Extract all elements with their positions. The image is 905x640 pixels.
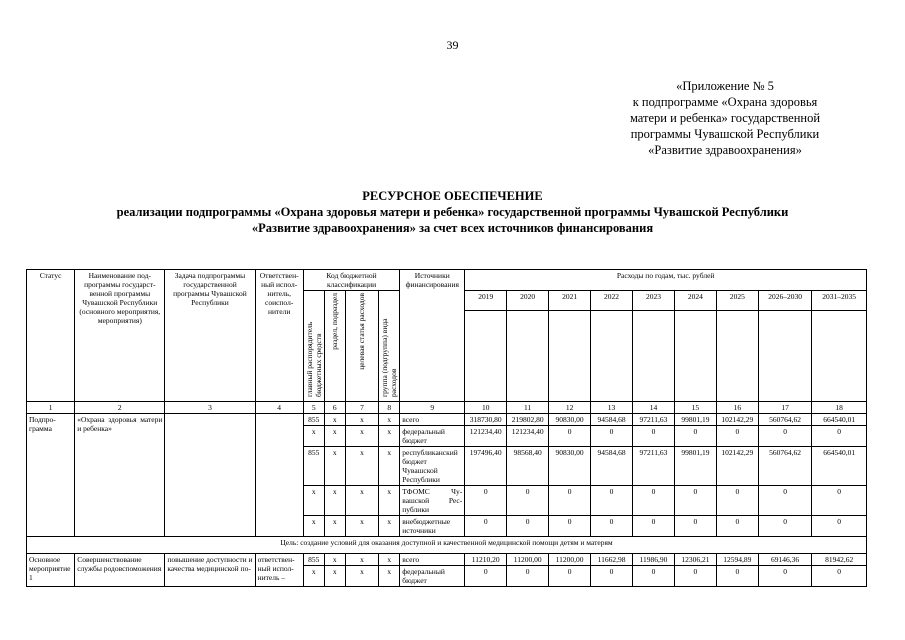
subprogram-task [165,414,255,537]
header-sources: Источники финансирования [400,270,465,402]
title-line: «Развитие здравоохранения» за счет всех источников финансирования [251,221,654,235]
code-cell: x [324,447,345,486]
code-cell: 855 [303,447,324,486]
value-cell: 0 [507,486,549,516]
column-number: 1 [27,402,75,414]
value-cell: 0 [758,516,811,537]
value-cell: 0 [549,566,591,587]
code-cell: x [379,554,400,566]
value-cell: 0 [549,426,591,447]
value-cell: 0 [633,516,675,537]
code-cell: 855 [303,414,324,426]
column-number: 15 [674,402,716,414]
code-cell: x [379,566,400,587]
subprogram-responsible [255,414,303,537]
header-name: Наименование подпрограммы государственной программы Чувашской Республики (основного мероприятия, мероприятия) [75,270,165,402]
header-budget-sub: раздел, подраздел [324,291,345,402]
header-year: 2025 [716,291,758,311]
value-cell: 0 [549,516,591,537]
code-cell: x [345,426,379,447]
header-year-space [758,311,811,402]
value-cell: 0 [716,566,758,587]
header-year: 2031–2035 [812,291,867,311]
value-cell: 0 [812,566,867,587]
value-cell: 0 [674,486,716,516]
value-cell: 90830,00 [549,447,591,486]
value-cell: 560764,62 [758,447,811,486]
column-number: 16 [716,402,758,414]
header-budget-sub: группа (подгруппа) вида расходов [379,291,400,402]
column-number: 13 [591,402,633,414]
value-cell: 97211,63 [633,447,675,486]
value-cell: 102142,29 [716,414,758,426]
value-cell: 0 [716,426,758,447]
value-cell: 197496,40 [465,447,507,486]
value-cell: 560764,62 [758,414,811,426]
column-number: 7 [345,402,379,414]
column-number: 17 [758,402,811,414]
value-cell: 0 [507,516,549,537]
header-year-space [591,311,633,402]
header-year-space [674,311,716,402]
code-cell: x [324,516,345,537]
appendix-line: матери и ребенка» государственной [629,111,821,125]
header-year-space [812,311,867,402]
measure-status: Основное мероприятие 1 [27,554,75,587]
header-year-space [549,311,591,402]
value-cell: 0 [716,486,758,516]
column-number: 3 [165,402,255,414]
code-cell: x [345,414,379,426]
code-cell: x [345,566,379,587]
value-cell: 11986,90 [633,554,675,566]
appendix-line: программы Чувашской Республики [630,127,820,141]
goal-row [27,537,867,554]
code-cell: x [379,414,400,426]
header-status: Статус [27,270,75,402]
code-cell: x [379,486,400,516]
header-row [27,270,867,291]
header-year: 2019 [465,291,507,311]
source-cell: республиканский бюджет Чувашской Республики [400,447,465,486]
header-expenses: Расходы по годам, тыс. рублей [465,270,867,291]
value-cell: 11662,98 [591,554,633,566]
measure-name: Совершенствование службы родовспоможения [75,554,165,587]
value-cell: 0 [465,566,507,587]
header-task: Задача подпрограммы государственной программы Чувашской Республики [165,270,255,402]
value-cell: 0 [591,566,633,587]
title-line: реализации подпрограммы «Охрана здоровья матери и ребенка» государственной программы Чувашской Республики [116,205,789,219]
appendix-line: «Развитие здравоохранения» [648,143,802,157]
value-cell: 98568,40 [507,447,549,486]
value-cell: 0 [812,426,867,447]
subprogram-name: «Охрана здоровья матери и ребенка» [75,414,165,537]
value-cell: 99801,19 [674,447,716,486]
value-cell: 0 [812,516,867,537]
table-row [27,554,867,566]
value-cell: 0 [758,426,811,447]
value-cell: 0 [758,486,811,516]
value-cell: 11200,00 [507,554,549,566]
code-cell: x [303,426,324,447]
code-cell: x [345,516,379,537]
value-cell: 121234,40 [507,426,549,447]
column-number: 12 [549,402,591,414]
header-year: 2022 [591,291,633,311]
value-cell: 664540,01 [812,414,867,426]
measure-task: повышение доступности и качества медицинской по- [165,554,255,587]
code-cell: x [324,486,345,516]
header-responsible: Ответственный исполнитель, соисполнители [255,270,303,402]
value-cell: 0 [674,566,716,587]
value-cell: 0 [591,516,633,537]
column-number: 2 [75,402,165,414]
code-cell: x [379,447,400,486]
value-cell: 0 [633,426,675,447]
column-number: 11 [507,402,549,414]
appendix-note [600,78,850,158]
subprogram-status: Подпрограмма [27,414,75,537]
source-cell: ТФОМС Чувашской Республики [400,486,465,516]
header-year-space [465,311,507,402]
value-cell: 69146,36 [758,554,811,566]
goal-text: Цель: создание условий для оказания доступной и качественной медицинской помощи детям и матерям [27,537,867,554]
appendix-line: к подпрограмме «Охрана здоровья [632,95,818,109]
value-cell: 97211,63 [633,414,675,426]
value-cell: 664540,01 [812,447,867,486]
column-number: 6 [324,402,345,414]
value-cell: 0 [674,516,716,537]
value-cell: 0 [812,486,867,516]
value-cell: 0 [549,486,591,516]
title-line: РЕСУРСНОЕ ОБЕСПЕЧЕНИЕ [362,189,543,203]
value-cell: 12306,21 [674,554,716,566]
table-row [27,414,867,426]
column-number: 4 [255,402,303,414]
value-cell: 90830,00 [549,414,591,426]
value-cell: 0 [591,426,633,447]
header-year-space [633,311,675,402]
document-title [20,188,885,236]
header-year: 2026–2030 [758,291,811,311]
measure-responsible: ответственный исполнитель – [255,554,303,587]
source-cell: федеральный бюджет [400,566,465,587]
value-cell: 94584,68 [591,414,633,426]
value-cell: 12594,89 [716,554,758,566]
code-cell: x [345,447,379,486]
header-budget-sub: главный распорядитель бюджетных средств [303,291,324,402]
value-cell: 0 [633,486,675,516]
header-year-space [716,311,758,402]
value-cell: 0 [465,516,507,537]
column-number: 5 [303,402,324,414]
page-number: 39 [446,38,459,52]
value-cell: 0 [758,566,811,587]
value-cell: 318730,80 [465,414,507,426]
header-budget-sub: целевая статья расходов [345,291,379,402]
value-cell: 0 [674,426,716,447]
column-number: 9 [400,402,465,414]
column-number-row [27,402,867,414]
source-cell: всего [400,414,465,426]
code-cell: x [379,516,400,537]
header-year: 2020 [507,291,549,311]
source-cell: федеральный бюджет [400,426,465,447]
column-number: 18 [812,402,867,414]
code-cell: x [324,414,345,426]
header-budget-code: Код бюджетной классификации [303,270,399,291]
code-cell: x [303,486,324,516]
source-cell: внебюджетные источники [400,516,465,537]
code-cell: x [324,554,345,566]
source-cell: всего [400,554,465,566]
code-cell: x [345,486,379,516]
header-year: 2024 [674,291,716,311]
value-cell: 81942,62 [812,554,867,566]
column-number: 8 [379,402,400,414]
code-cell: x [303,516,324,537]
resource-table [26,269,867,587]
value-cell: 11200,00 [549,554,591,566]
value-cell: 121234,40 [465,426,507,447]
appendix-line: «Приложение № 5 [676,79,774,93]
code-cell: x [324,426,345,447]
value-cell: 94584,68 [591,447,633,486]
code-cell: x [324,566,345,587]
value-cell: 102142,29 [716,447,758,486]
value-cell: 0 [633,566,675,587]
column-number: 14 [633,402,675,414]
value-cell: 0 [591,486,633,516]
value-cell: 0 [716,516,758,537]
code-cell: x [345,554,379,566]
header-year: 2023 [633,291,675,311]
header-year: 2021 [549,291,591,311]
value-cell: 0 [465,486,507,516]
code-cell: x [303,566,324,587]
header-year-space [507,311,549,402]
code-cell: 855 [303,554,324,566]
value-cell: 219802,80 [507,414,549,426]
value-cell: 11210,20 [465,554,507,566]
value-cell: 0 [507,566,549,587]
column-number: 10 [465,402,507,414]
value-cell: 99801,19 [674,414,716,426]
code-cell: x [379,426,400,447]
